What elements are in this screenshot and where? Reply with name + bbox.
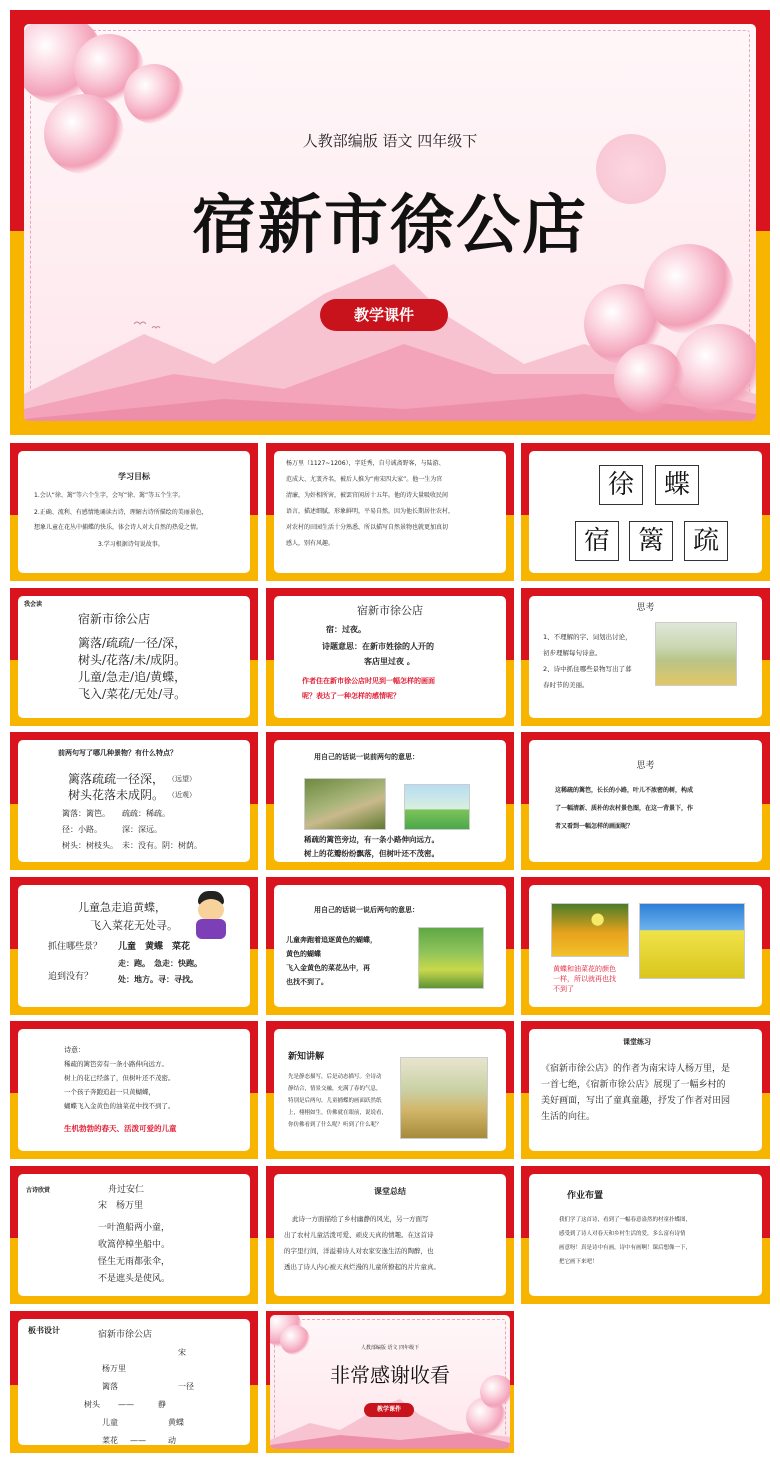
question-line: 作者住在新市徐公店时见到一幅怎样的画面 bbox=[302, 677, 435, 685]
slide-heading: 用自己的话说一说后两句的意思： bbox=[314, 906, 419, 914]
character-box: 疏 bbox=[684, 521, 728, 561]
slide-title-meaning[interactable] bbox=[266, 588, 514, 726]
note-label: （近观） bbox=[168, 791, 196, 799]
board-item: 儿童 bbox=[102, 1418, 118, 1427]
question-line: 呢？表达了一种怎样的感情呢？ bbox=[302, 692, 400, 700]
vocab-row: 篱落：篱笆。 疏疏：稀疏。 bbox=[62, 809, 170, 818]
slide-heading: 学习目标 bbox=[118, 472, 150, 481]
bio-line: 语言，描述细腻，形象鲜明，平易自然。因为他长期居住农村， bbox=[286, 508, 455, 515]
summary-line: 透出了诗人内心被天真烂漫的儿童所撩起的片片童真。 bbox=[284, 1263, 440, 1271]
answer-line: 儿童 黄蝶 菜花 bbox=[118, 942, 191, 952]
slide-thinking-2[interactable] bbox=[521, 732, 770, 870]
caption-line: 稀疏的篱笆旁边，有一条小路伸向远方。 bbox=[304, 835, 439, 844]
board-author: 杨万里 bbox=[102, 1364, 126, 1373]
bio-line: 杨万里（1127~1206），字廷秀，自号诚斋野客，与陆游、 bbox=[286, 460, 445, 467]
slide-last-two-lines[interactable] bbox=[10, 877, 258, 1015]
slide-title: 宿新市徐公店 bbox=[357, 604, 423, 617]
slide-characters[interactable] bbox=[521, 443, 770, 581]
knowledge-line: 特别是后两句，儿童捕蝶的画面跃然纸 bbox=[288, 1098, 382, 1104]
caption-line: 一样，所以就再也找 bbox=[553, 975, 616, 983]
objective-line: 想象儿童在花丛中捕蝶的快乐，体会诗人对大自然的热爱之情。 bbox=[34, 524, 203, 531]
cover-title: 宿新市徐公店 bbox=[192, 188, 588, 263]
thinking-line: 了一幅清新、质朴的农村景色图，在这一背景下，作 bbox=[555, 805, 694, 812]
poem-title: 舟过安仁 bbox=[108, 1185, 145, 1195]
slide-thinking[interactable] bbox=[521, 588, 770, 726]
painting-image bbox=[655, 622, 737, 686]
butterfly-photo bbox=[551, 903, 629, 957]
knowledge-line: 静结合，情景交融，充满了春的气息， bbox=[288, 1086, 382, 1092]
slide-label: 板书设计 bbox=[28, 1326, 60, 1335]
caption-line: 黄蝶和油菜花的颜色 bbox=[553, 965, 616, 973]
thinking-line: 初步理解每句诗意。 bbox=[543, 649, 602, 657]
slide-heading: 新知讲解 bbox=[288, 1052, 325, 1062]
explain-line: 黄色的蝴蝶 bbox=[286, 950, 321, 958]
objective-line: 1.会认“徐、篱”等六个生字，会写“徐、篱”等五个生字。 bbox=[34, 492, 185, 499]
homework-line: 感受到了诗人对春天和乡村生活的爱，多么富有诗情 bbox=[559, 1231, 686, 1237]
caption-line: 不到了 bbox=[553, 985, 574, 993]
slide-homework[interactable] bbox=[521, 1166, 770, 1304]
thinking-line: 这稀疏的篱笆，长长的小路，叶儿不浓密的树，构成 bbox=[555, 787, 694, 794]
thanks-title: 非常感谢收看 bbox=[330, 1363, 450, 1387]
summary-line: 的字里行间，洋溢着诗人对农家安逸生活的陶醉，也 bbox=[284, 1247, 434, 1255]
practice-line: 《宿新市徐公店》的作者为南宋诗人杨万里，是 bbox=[541, 1064, 731, 1074]
slide-heading: 作业布置 bbox=[567, 1191, 604, 1201]
poem-line: 儿童急走追黄蝶， bbox=[78, 901, 166, 914]
slide-poem-appreciation[interactable] bbox=[10, 1166, 258, 1304]
thanks-subtitle: 人教部编版 语文 四年级下 bbox=[360, 1345, 420, 1351]
slide-heading: 诗意： bbox=[64, 1046, 85, 1054]
question-line: 追到没有？ bbox=[48, 972, 94, 982]
knowledge-line: 先是静态描写，后是动态描写。全诗动 bbox=[288, 1074, 382, 1080]
poem-line: 篱落疏疏一径深， bbox=[68, 772, 165, 786]
practice-line: 一首七绝，《宿新市徐公店》展现了一幅乡村的 bbox=[541, 1080, 726, 1090]
vocab-row: 径：小路。 深：深远。 bbox=[62, 825, 162, 834]
tree-illustration bbox=[404, 784, 470, 830]
slide-new-knowledge[interactable] bbox=[266, 1021, 514, 1159]
thinking-line: 1、不理解的字、词划出讨论， bbox=[543, 633, 632, 641]
poem-line: 树头花落未成阴。 bbox=[68, 788, 165, 802]
blossom-decoration bbox=[124, 64, 184, 124]
objective-line: 3.学习根据诗句说故事。 bbox=[98, 541, 164, 548]
board-item: 树头 bbox=[84, 1400, 100, 1409]
board-dash: —— bbox=[130, 1436, 146, 1445]
answer-line: 走：跑。 急走：快跑。 bbox=[118, 958, 202, 968]
child-cartoon-icon bbox=[190, 891, 230, 939]
poem-line: 飞入菜花无处寻。 bbox=[90, 919, 178, 932]
definition-line: 客店里过夜 。 bbox=[364, 657, 415, 666]
explain-line: 飞入金黄色的菜花丛中，再 bbox=[286, 964, 370, 972]
child-flowers-image bbox=[418, 927, 484, 989]
slide-reading[interactable] bbox=[10, 588, 258, 726]
character-box: 宿 bbox=[575, 521, 619, 561]
poem-line: 不是遮头是使风。 bbox=[98, 1274, 171, 1284]
slide-heading: 思考 bbox=[636, 761, 655, 771]
cover-slide[interactable] bbox=[10, 10, 770, 435]
highlight-line: 生机勃勃的春天、活泼可爱的儿童 bbox=[64, 1124, 177, 1133]
homework-line: 画意呀！真是诗中有画，诗中有画啊！课后想像一下， bbox=[559, 1245, 692, 1251]
board-item: 一径 bbox=[178, 1382, 194, 1391]
board-item: 菜花 bbox=[102, 1436, 118, 1445]
painting-image bbox=[400, 1057, 488, 1139]
practice-line: 美好画面，写出了童真童趣，抒发了作者对田园 bbox=[541, 1096, 731, 1106]
poem-author: 宋 杨万里 bbox=[98, 1201, 144, 1211]
explain-line: 也找不到了。 bbox=[286, 978, 328, 986]
slide-heading: 课堂总结 bbox=[374, 1187, 406, 1196]
slide-heading: 课堂练习 bbox=[623, 1038, 651, 1046]
slide-thanks[interactable] bbox=[266, 1311, 514, 1453]
character-box: 徐 bbox=[599, 465, 643, 505]
slide-summary[interactable] bbox=[266, 1166, 514, 1304]
meaning-line: 树上的花已经落了，但树叶还不茂密。 bbox=[64, 1074, 175, 1082]
bio-line: 对农村的田园生活十分熟悉，所以描写自然景物也就更加真切 bbox=[286, 524, 449, 531]
slide-board-design[interactable] bbox=[10, 1311, 258, 1453]
knowledge-line: 上，栩栩如生，仿佛就在眼前，说说看， bbox=[288, 1110, 388, 1116]
poem-line: 收篙停棹坐船中。 bbox=[98, 1240, 171, 1250]
meaning-line: 一个孩子奔跑追赶一只黄蝴蝶， bbox=[64, 1088, 155, 1096]
board-title: 宿新市徐公店 bbox=[98, 1330, 153, 1340]
thanks-tag[interactable]: 教学课件 bbox=[364, 1403, 414, 1417]
slide-poem-meaning[interactable] bbox=[10, 1021, 258, 1159]
homework-line: 我们学了这首诗，看到了一幅春意盎然的村童扑蝶图， bbox=[559, 1217, 692, 1223]
board-dynasty: 宋 bbox=[178, 1348, 186, 1357]
caption-line: 树上的花瓣纷纷飘落，但树叶还不茂密。 bbox=[304, 849, 439, 858]
bio-line: 感人，别有风趣。 bbox=[286, 540, 335, 547]
poem-line: 一叶渔船两小童， bbox=[98, 1223, 171, 1233]
summary-line: 出了农村儿童活泼可爱、顽皮天真的情趣。在这首诗 bbox=[284, 1231, 434, 1239]
slide-objectives[interactable] bbox=[10, 443, 258, 581]
board-dash: —— bbox=[118, 1400, 134, 1409]
slide-author-bio[interactable] bbox=[266, 443, 514, 581]
answer-line: 处：地方。寻：寻找。 bbox=[118, 974, 198, 984]
slide-first-two-lines[interactable] bbox=[10, 732, 258, 870]
note-label: （远望） bbox=[168, 775, 196, 783]
birds-icon bbox=[132, 316, 172, 332]
poem-line: 树头/花落/未/成阴。 bbox=[78, 653, 187, 667]
slide-label: 我会读 bbox=[24, 601, 43, 608]
blossom-decoration bbox=[614, 344, 684, 414]
poem-title: 宿新市徐公店 bbox=[78, 612, 151, 626]
board-item: 动 bbox=[168, 1436, 176, 1445]
bio-line: 范成大、尤袤齐名，被后人推为“南宋四大家”。他一生为官 bbox=[286, 476, 443, 483]
explain-line: 儿童奔跑着追逐黄色的蝴蝶， bbox=[286, 936, 377, 944]
board-item: 静 bbox=[158, 1400, 166, 1409]
objective-line: 2.正确、流利、有感情地诵读古诗，理解古诗所描绘的美丽景色， bbox=[34, 509, 208, 516]
question-line: 抓住哪些景？ bbox=[48, 942, 103, 952]
bio-line: 清廉，为奸相所害，被罢官闲居十五年。他的诗大量吸收民间 bbox=[286, 492, 449, 499]
thinking-line: 2、诗中抓住哪些景物写出了暮 bbox=[543, 665, 632, 673]
slide-practice[interactable] bbox=[521, 1021, 770, 1159]
slide-label: 古诗欣赏 bbox=[26, 1187, 51, 1194]
poem-line: 飞入/菜花/无处/寻。 bbox=[78, 687, 187, 701]
cover-tag[interactable]: 教学课件 bbox=[320, 299, 448, 331]
rapeseed-field-photo bbox=[639, 903, 745, 979]
meaning-line: 蝴蝶飞入金黄色的油菜花中找不到了。 bbox=[64, 1102, 175, 1110]
path-photo bbox=[304, 778, 386, 830]
slide-butterfly-flowers[interactable] bbox=[521, 877, 770, 1015]
summary-line: 此诗一方面描绘了乡村幽静的风光，另一方面写 bbox=[292, 1215, 429, 1223]
slide-explain-first[interactable] bbox=[266, 732, 514, 870]
definition-line: 宿：过夜。 bbox=[326, 625, 366, 634]
knowledge-line: 你仿佛看到了什么呢？听到了什么呢？ bbox=[288, 1122, 382, 1128]
practice-line: 生活的向往。 bbox=[541, 1112, 596, 1122]
blossom-decoration bbox=[674, 324, 756, 414]
character-box: 篱 bbox=[629, 521, 673, 561]
slide-explain-last[interactable] bbox=[266, 877, 514, 1015]
question-line: 前两句写了哪几种景物？有什么特点？ bbox=[58, 749, 177, 757]
cover-subtitle: 人教部编版 语文 四年级下 bbox=[302, 132, 478, 150]
thinking-line: 者又看到一幅怎样的画面呢？ bbox=[555, 823, 634, 830]
board-item: 篱落 bbox=[102, 1382, 118, 1391]
vocab-row: 树头：树枝头。 未：没有。阴：树荫。 bbox=[62, 841, 202, 850]
character-box: 蝶 bbox=[655, 465, 699, 505]
poem-line: 儿童/急走/追/黄蝶， bbox=[78, 670, 187, 684]
cover-canvas bbox=[24, 24, 756, 421]
slide-heading: 用自己的话说一说前两句的意思： bbox=[314, 753, 419, 761]
poem-line: 怪生无雨都张伞， bbox=[98, 1257, 171, 1267]
thinking-line: 春时节的美丽。 bbox=[543, 681, 589, 689]
slide-heading: 思考 bbox=[636, 603, 655, 613]
meaning-line: 稀疏的篱笆旁有一条小路伸向远方。 bbox=[64, 1060, 168, 1068]
poem-line: 篱落/疏疏/一径/深， bbox=[78, 636, 187, 650]
homework-line: 把它画下来吧！ bbox=[559, 1259, 598, 1265]
definition-line: 诗题意思：在新市姓徐的人开的 bbox=[322, 642, 434, 651]
board-item: 黄蝶 bbox=[168, 1418, 184, 1427]
